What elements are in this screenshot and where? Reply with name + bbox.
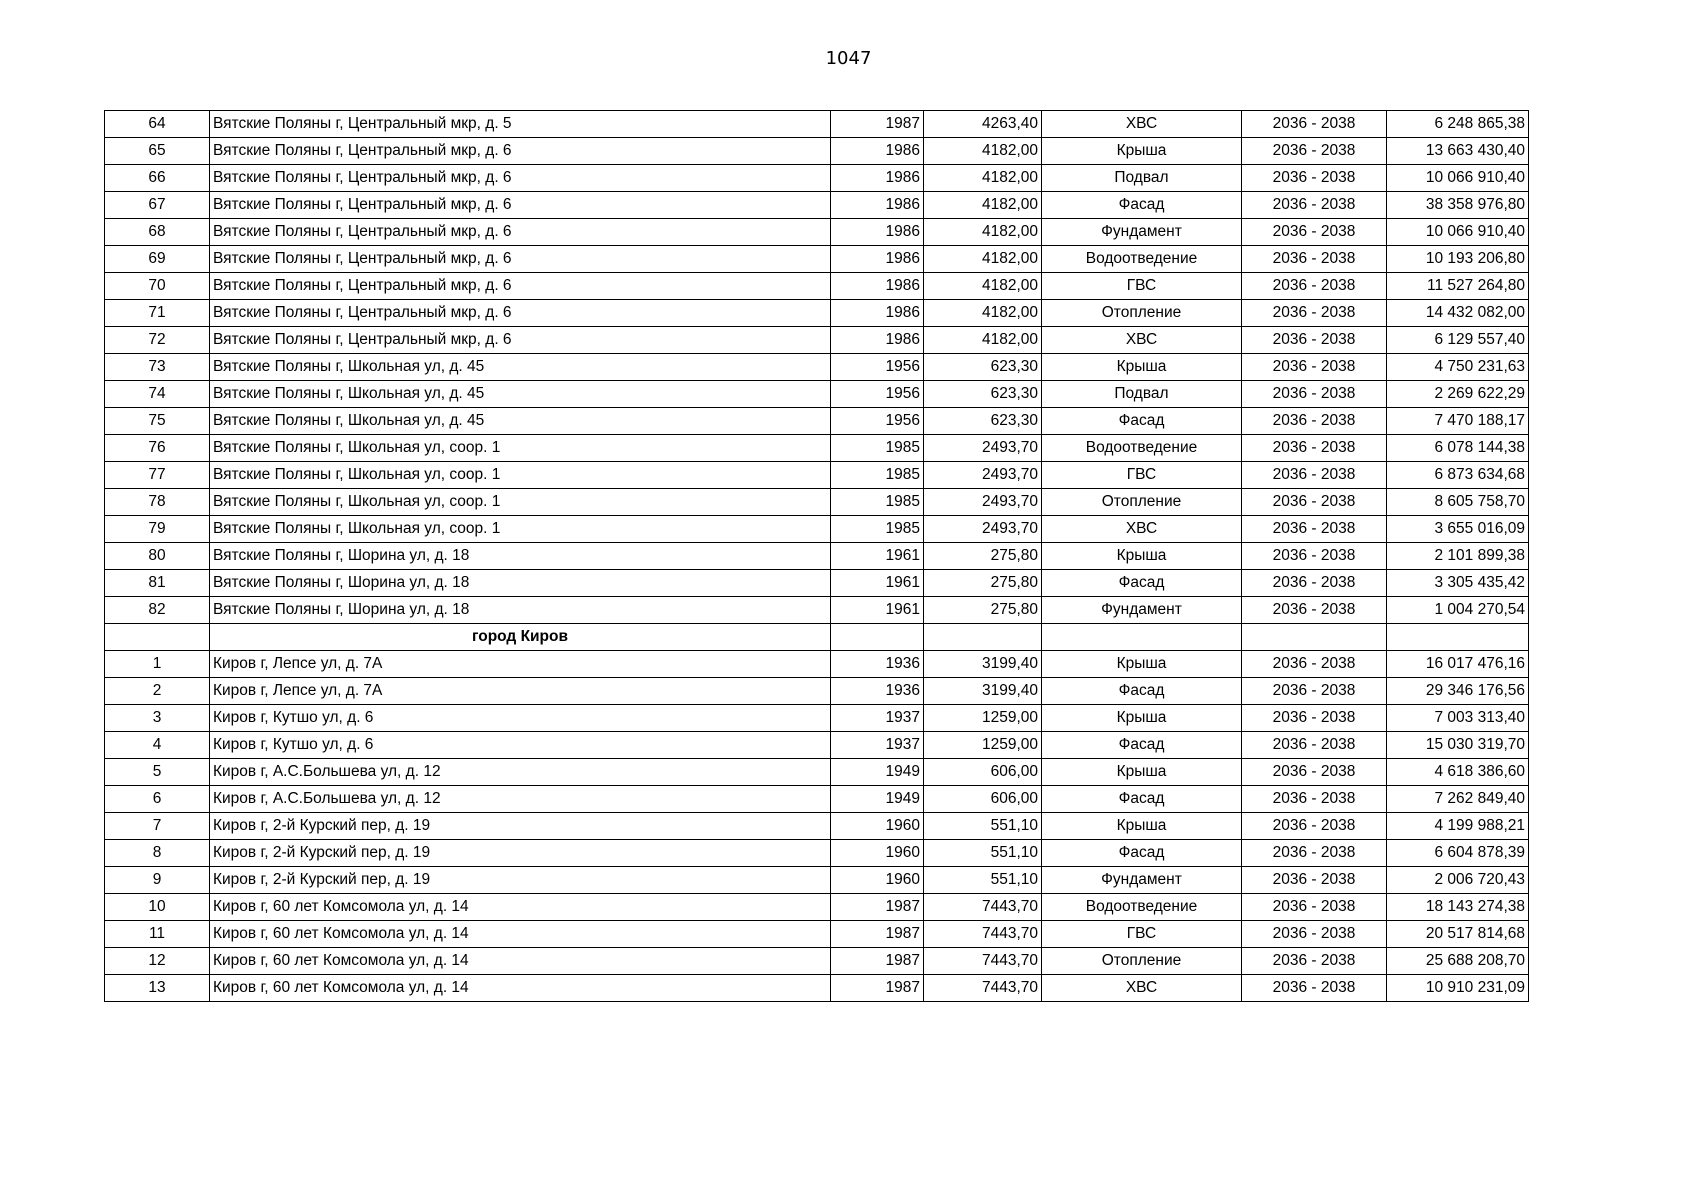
- address-cell: Вятские Поляны г, Школьная ул, д. 45: [210, 354, 831, 381]
- address-cell: Вятские Поляны г, Центральный мкр, д. 6: [210, 327, 831, 354]
- year-built-cell: 1936: [831, 678, 924, 705]
- area-cell: 275,80: [924, 543, 1042, 570]
- period-cell: 2036 - 2038: [1242, 246, 1387, 273]
- table-row: [105, 921, 1529, 948]
- cost-cell: 38 358 976,80: [1387, 192, 1529, 219]
- year-built-cell: 1986: [831, 192, 924, 219]
- work-type-cell: Отопление: [1042, 300, 1242, 327]
- empty-cell: [831, 624, 924, 651]
- year-built-cell: 1985: [831, 516, 924, 543]
- area-cell: 623,30: [924, 354, 1042, 381]
- table-row: [105, 867, 1529, 894]
- cost-cell: 20 517 814,68: [1387, 921, 1529, 948]
- address-cell: Вятские Поляны г, Школьная ул, соор. 1: [210, 435, 831, 462]
- table-row: [105, 246, 1529, 273]
- work-type-cell: Отопление: [1042, 948, 1242, 975]
- area-cell: 4182,00: [924, 219, 1042, 246]
- address-cell: Киров г, Кутшо ул, д. 6: [210, 732, 831, 759]
- period-cell: 2036 - 2038: [1242, 462, 1387, 489]
- area-cell: 606,00: [924, 759, 1042, 786]
- year-built-cell: 1985: [831, 489, 924, 516]
- row-number: 3: [105, 705, 210, 732]
- row-number: 70: [105, 273, 210, 300]
- table-row: [105, 273, 1529, 300]
- year-built-cell: 1956: [831, 381, 924, 408]
- area-cell: 275,80: [924, 570, 1042, 597]
- address-cell: Вятские Поляны г, Центральный мкр, д. 6: [210, 273, 831, 300]
- address-cell: Вятские Поляны г, Школьная ул, соор. 1: [210, 489, 831, 516]
- period-cell: 2036 - 2038: [1242, 651, 1387, 678]
- work-type-cell: Фундамент: [1042, 867, 1242, 894]
- row-number: 76: [105, 435, 210, 462]
- work-type-cell: Фасад: [1042, 786, 1242, 813]
- area-cell: 3199,40: [924, 651, 1042, 678]
- address-cell: Киров г, А.С.Большева ул, д. 12: [210, 786, 831, 813]
- cost-cell: 2 269 622,29: [1387, 381, 1529, 408]
- address-cell: Вятские Поляны г, Центральный мкр, д. 6: [210, 219, 831, 246]
- period-cell: 2036 - 2038: [1242, 327, 1387, 354]
- address-cell: Киров г, 2-й Курский пер, д. 19: [210, 867, 831, 894]
- row-number: 72: [105, 327, 210, 354]
- work-type-cell: Крыша: [1042, 543, 1242, 570]
- year-built-cell: 1956: [831, 354, 924, 381]
- year-built-cell: 1949: [831, 759, 924, 786]
- area-cell: 551,10: [924, 813, 1042, 840]
- cost-cell: 4 199 988,21: [1387, 813, 1529, 840]
- table-row: [105, 327, 1529, 354]
- year-built-cell: 1986: [831, 327, 924, 354]
- row-number: 13: [105, 975, 210, 1002]
- work-type-cell: Водоотведение: [1042, 246, 1242, 273]
- work-type-cell: Крыша: [1042, 354, 1242, 381]
- cost-cell: 7 262 849,40: [1387, 786, 1529, 813]
- work-type-cell: ГВС: [1042, 273, 1242, 300]
- cost-cell: 7 470 188,17: [1387, 408, 1529, 435]
- cost-cell: 6 078 144,38: [1387, 435, 1529, 462]
- period-cell: 2036 - 2038: [1242, 975, 1387, 1002]
- area-cell: 623,30: [924, 408, 1042, 435]
- area-cell: 7443,70: [924, 921, 1042, 948]
- table-row: [105, 408, 1529, 435]
- cost-cell: 4 618 386,60: [1387, 759, 1529, 786]
- row-number: 82: [105, 597, 210, 624]
- cost-cell: 10 066 910,40: [1387, 219, 1529, 246]
- area-cell: 2493,70: [924, 489, 1042, 516]
- area-cell: 2493,70: [924, 516, 1042, 543]
- cost-cell: 18 143 274,38: [1387, 894, 1529, 921]
- period-cell: 2036 - 2038: [1242, 894, 1387, 921]
- page-number: 1047: [825, 48, 872, 69]
- work-type-cell: Водоотведение: [1042, 435, 1242, 462]
- address-cell: Вятские Поляны г, Центральный мкр, д. 6: [210, 300, 831, 327]
- work-type-cell: Крыша: [1042, 813, 1242, 840]
- address-cell: Вятские Поляны г, Шорина ул, д. 18: [210, 570, 831, 597]
- table-row: [105, 759, 1529, 786]
- address-cell: Киров г, 60 лет Комсомола ул, д. 14: [210, 975, 831, 1002]
- area-cell: 7443,70: [924, 894, 1042, 921]
- table-row: [105, 894, 1529, 921]
- address-cell: Вятские Поляны г, Школьная ул, соор. 1: [210, 516, 831, 543]
- work-type-cell: Фасад: [1042, 732, 1242, 759]
- period-cell: 2036 - 2038: [1242, 300, 1387, 327]
- year-built-cell: 1986: [831, 165, 924, 192]
- period-cell: 2036 - 2038: [1242, 354, 1387, 381]
- cost-cell: 10 193 206,80: [1387, 246, 1529, 273]
- table-row: [105, 192, 1529, 219]
- address-cell: Вятские Поляны г, Школьная ул, д. 45: [210, 408, 831, 435]
- address-cell: Киров г, Лепсе ул, д. 7А: [210, 678, 831, 705]
- row-number: 81: [105, 570, 210, 597]
- address-cell: Вятские Поляны г, Центральный мкр, д. 6: [210, 246, 831, 273]
- row-number: 78: [105, 489, 210, 516]
- period-cell: 2036 - 2038: [1242, 948, 1387, 975]
- year-built-cell: 1961: [831, 543, 924, 570]
- work-type-cell: ГВС: [1042, 462, 1242, 489]
- table-row: [105, 543, 1529, 570]
- cost-cell: 3 305 435,42: [1387, 570, 1529, 597]
- row-number: 2: [105, 678, 210, 705]
- table-row: [105, 354, 1529, 381]
- work-type-cell: Фасад: [1042, 192, 1242, 219]
- table-body: [105, 111, 1529, 1002]
- year-built-cell: 1985: [831, 462, 924, 489]
- period-cell: 2036 - 2038: [1242, 408, 1387, 435]
- address-cell: Киров г, 60 лет Комсомола ул, д. 14: [210, 948, 831, 975]
- table-row: [105, 678, 1529, 705]
- row-number: 6: [105, 786, 210, 813]
- cost-cell: 7 003 313,40: [1387, 705, 1529, 732]
- address-cell: Вятские Поляны г, Центральный мкр, д. 6: [210, 165, 831, 192]
- row-number: 5: [105, 759, 210, 786]
- row-number: 1: [105, 651, 210, 678]
- year-built-cell: 1987: [831, 111, 924, 138]
- row-number: 65: [105, 138, 210, 165]
- period-cell: 2036 - 2038: [1242, 489, 1387, 516]
- section-title: город Киров: [210, 624, 831, 651]
- year-built-cell: 1986: [831, 273, 924, 300]
- row-number: 10: [105, 894, 210, 921]
- row-number: 67: [105, 192, 210, 219]
- cost-cell: 6 873 634,68: [1387, 462, 1529, 489]
- address-cell: Вятские Поляны г, Школьная ул, д. 45: [210, 381, 831, 408]
- table-row: [105, 219, 1529, 246]
- row-number: 71: [105, 300, 210, 327]
- table-row: [105, 597, 1529, 624]
- area-cell: 1259,00: [924, 705, 1042, 732]
- cost-cell: 25 688 208,70: [1387, 948, 1529, 975]
- area-cell: 551,10: [924, 867, 1042, 894]
- empty-cell: [1242, 624, 1387, 651]
- cost-cell: 2 101 899,38: [1387, 543, 1529, 570]
- work-type-cell: Фундамент: [1042, 219, 1242, 246]
- row-number: 64: [105, 111, 210, 138]
- area-cell: 1259,00: [924, 732, 1042, 759]
- area-cell: 2493,70: [924, 435, 1042, 462]
- row-number: 12: [105, 948, 210, 975]
- period-cell: 2036 - 2038: [1242, 138, 1387, 165]
- row-number: 75: [105, 408, 210, 435]
- table-row: [105, 516, 1529, 543]
- area-cell: 4182,00: [924, 273, 1042, 300]
- area-cell: 606,00: [924, 786, 1042, 813]
- year-built-cell: 1960: [831, 840, 924, 867]
- work-type-cell: ХВС: [1042, 516, 1242, 543]
- table-row: [105, 705, 1529, 732]
- period-cell: 2036 - 2038: [1242, 570, 1387, 597]
- year-built-cell: 1986: [831, 219, 924, 246]
- table-row: [105, 165, 1529, 192]
- cost-cell: 1 004 270,54: [1387, 597, 1529, 624]
- address-cell: Киров г, 2-й Курский пер, д. 19: [210, 813, 831, 840]
- work-type-cell: Подвал: [1042, 381, 1242, 408]
- table-row: [105, 651, 1529, 678]
- empty-cell: [924, 624, 1042, 651]
- period-cell: 2036 - 2038: [1242, 678, 1387, 705]
- work-type-cell: Отопление: [1042, 489, 1242, 516]
- area-cell: 4182,00: [924, 246, 1042, 273]
- period-cell: 2036 - 2038: [1242, 516, 1387, 543]
- work-type-cell: Крыша: [1042, 759, 1242, 786]
- work-type-cell: Фасад: [1042, 408, 1242, 435]
- year-built-cell: 1937: [831, 732, 924, 759]
- cost-cell: 14 432 082,00: [1387, 300, 1529, 327]
- work-type-cell: Фасад: [1042, 570, 1242, 597]
- area-cell: 4182,00: [924, 300, 1042, 327]
- row-number: 79: [105, 516, 210, 543]
- work-type-cell: ХВС: [1042, 327, 1242, 354]
- area-cell: 4182,00: [924, 165, 1042, 192]
- area-cell: 7443,70: [924, 975, 1042, 1002]
- row-number: 68: [105, 219, 210, 246]
- cost-cell: 13 663 430,40: [1387, 138, 1529, 165]
- row-number: 7: [105, 813, 210, 840]
- period-cell: 2036 - 2038: [1242, 543, 1387, 570]
- cost-cell: 15 030 319,70: [1387, 732, 1529, 759]
- year-built-cell: 1985: [831, 435, 924, 462]
- cost-cell: 29 346 176,56: [1387, 678, 1529, 705]
- year-built-cell: 1987: [831, 975, 924, 1002]
- address-cell: Вятские Поляны г, Школьная ул, соор. 1: [210, 462, 831, 489]
- work-type-cell: ХВС: [1042, 111, 1242, 138]
- period-cell: 2036 - 2038: [1242, 921, 1387, 948]
- address-cell: Киров г, А.С.Большева ул, д. 12: [210, 759, 831, 786]
- year-built-cell: 1961: [831, 570, 924, 597]
- section-header-row: [105, 624, 1529, 651]
- row-number: 77: [105, 462, 210, 489]
- address-cell: Вятские Поляны г, Центральный мкр, д. 5: [210, 111, 831, 138]
- table-row: [105, 786, 1529, 813]
- area-cell: 275,80: [924, 597, 1042, 624]
- table-row: [105, 489, 1529, 516]
- row-number: 4: [105, 732, 210, 759]
- table-row: [105, 948, 1529, 975]
- area-cell: 4263,40: [924, 111, 1042, 138]
- year-built-cell: 1987: [831, 921, 924, 948]
- table-row: [105, 462, 1529, 489]
- area-cell: 623,30: [924, 381, 1042, 408]
- address-cell: Киров г, 60 лет Комсомола ул, д. 14: [210, 894, 831, 921]
- year-built-cell: 1986: [831, 138, 924, 165]
- row-number: 73: [105, 354, 210, 381]
- row-number: 11: [105, 921, 210, 948]
- empty-cell: [1387, 624, 1529, 651]
- table-row: [105, 300, 1529, 327]
- address-cell: Вятские Поляны г, Шорина ул, д. 18: [210, 597, 831, 624]
- table-row: [105, 111, 1529, 138]
- area-cell: 2493,70: [924, 462, 1042, 489]
- period-cell: 2036 - 2038: [1242, 219, 1387, 246]
- year-built-cell: 1986: [831, 246, 924, 273]
- year-built-cell: 1986: [831, 300, 924, 327]
- year-built-cell: 1987: [831, 894, 924, 921]
- work-type-cell: Водоотведение: [1042, 894, 1242, 921]
- area-cell: 551,10: [924, 840, 1042, 867]
- row-number: 66: [105, 165, 210, 192]
- area-cell: 3199,40: [924, 678, 1042, 705]
- table-row: [105, 570, 1529, 597]
- period-cell: 2036 - 2038: [1242, 192, 1387, 219]
- table-row: [105, 813, 1529, 840]
- cost-cell: 6 604 878,39: [1387, 840, 1529, 867]
- row-number: 69: [105, 246, 210, 273]
- period-cell: 2036 - 2038: [1242, 435, 1387, 462]
- row-number: 80: [105, 543, 210, 570]
- cost-cell: 10 910 231,09: [1387, 975, 1529, 1002]
- row-number: 9: [105, 867, 210, 894]
- period-cell: 2036 - 2038: [1242, 840, 1387, 867]
- period-cell: 2036 - 2038: [1242, 867, 1387, 894]
- work-type-cell: Крыша: [1042, 705, 1242, 732]
- year-built-cell: 1987: [831, 948, 924, 975]
- period-cell: 2036 - 2038: [1242, 381, 1387, 408]
- row-number: 8: [105, 840, 210, 867]
- work-type-cell: ХВС: [1042, 975, 1242, 1002]
- year-built-cell: 1960: [831, 813, 924, 840]
- row-number: 74: [105, 381, 210, 408]
- period-cell: 2036 - 2038: [1242, 813, 1387, 840]
- cost-cell: 16 017 476,16: [1387, 651, 1529, 678]
- work-type-cell: Фундамент: [1042, 597, 1242, 624]
- area-cell: 4182,00: [924, 138, 1042, 165]
- empty-cell: [105, 624, 210, 651]
- work-type-cell: Крыша: [1042, 651, 1242, 678]
- year-built-cell: 1960: [831, 867, 924, 894]
- work-type-cell: Подвал: [1042, 165, 1242, 192]
- cost-cell: 4 750 231,63: [1387, 354, 1529, 381]
- cost-cell: 6 248 865,38: [1387, 111, 1529, 138]
- year-built-cell: 1961: [831, 597, 924, 624]
- period-cell: 2036 - 2038: [1242, 786, 1387, 813]
- year-built-cell: 1949: [831, 786, 924, 813]
- cost-cell: 6 129 557,40: [1387, 327, 1529, 354]
- period-cell: 2036 - 2038: [1242, 597, 1387, 624]
- work-type-cell: Фасад: [1042, 840, 1242, 867]
- address-cell: Вятские Поляны г, Центральный мкр, д. 6: [210, 138, 831, 165]
- address-cell: Киров г, Кутшо ул, д. 6: [210, 705, 831, 732]
- address-cell: Киров г, Лепсе ул, д. 7А: [210, 651, 831, 678]
- period-cell: 2036 - 2038: [1242, 705, 1387, 732]
- area-cell: 4182,00: [924, 192, 1042, 219]
- area-cell: 4182,00: [924, 327, 1042, 354]
- cost-cell: 3 655 016,09: [1387, 516, 1529, 543]
- period-cell: 2036 - 2038: [1242, 165, 1387, 192]
- cost-cell: 11 527 264,80: [1387, 273, 1529, 300]
- table-row: [105, 435, 1529, 462]
- address-cell: Вятские Поляны г, Шорина ул, д. 18: [210, 543, 831, 570]
- period-cell: 2036 - 2038: [1242, 759, 1387, 786]
- work-type-cell: Крыша: [1042, 138, 1242, 165]
- work-type-cell: ГВС: [1042, 921, 1242, 948]
- area-cell: 7443,70: [924, 948, 1042, 975]
- work-type-cell: Фасад: [1042, 678, 1242, 705]
- table-row: [105, 840, 1529, 867]
- cost-cell: 10 066 910,40: [1387, 165, 1529, 192]
- table-row: [105, 381, 1529, 408]
- table-row: [105, 975, 1529, 1002]
- period-cell: 2036 - 2038: [1242, 273, 1387, 300]
- address-cell: Киров г, 60 лет Комсомола ул, д. 14: [210, 921, 831, 948]
- period-cell: 2036 - 2038: [1242, 111, 1387, 138]
- table-row: [105, 138, 1529, 165]
- cost-cell: 8 605 758,70: [1387, 489, 1529, 516]
- repair-schedule-table: [104, 110, 1529, 1002]
- table-row: [105, 732, 1529, 759]
- address-cell: Вятские Поляны г, Центральный мкр, д. 6: [210, 192, 831, 219]
- year-built-cell: 1956: [831, 408, 924, 435]
- year-built-cell: 1936: [831, 651, 924, 678]
- period-cell: 2036 - 2038: [1242, 732, 1387, 759]
- empty-cell: [1042, 624, 1242, 651]
- year-built-cell: 1937: [831, 705, 924, 732]
- address-cell: Киров г, 2-й Курский пер, д. 19: [210, 840, 831, 867]
- cost-cell: 2 006 720,43: [1387, 867, 1529, 894]
